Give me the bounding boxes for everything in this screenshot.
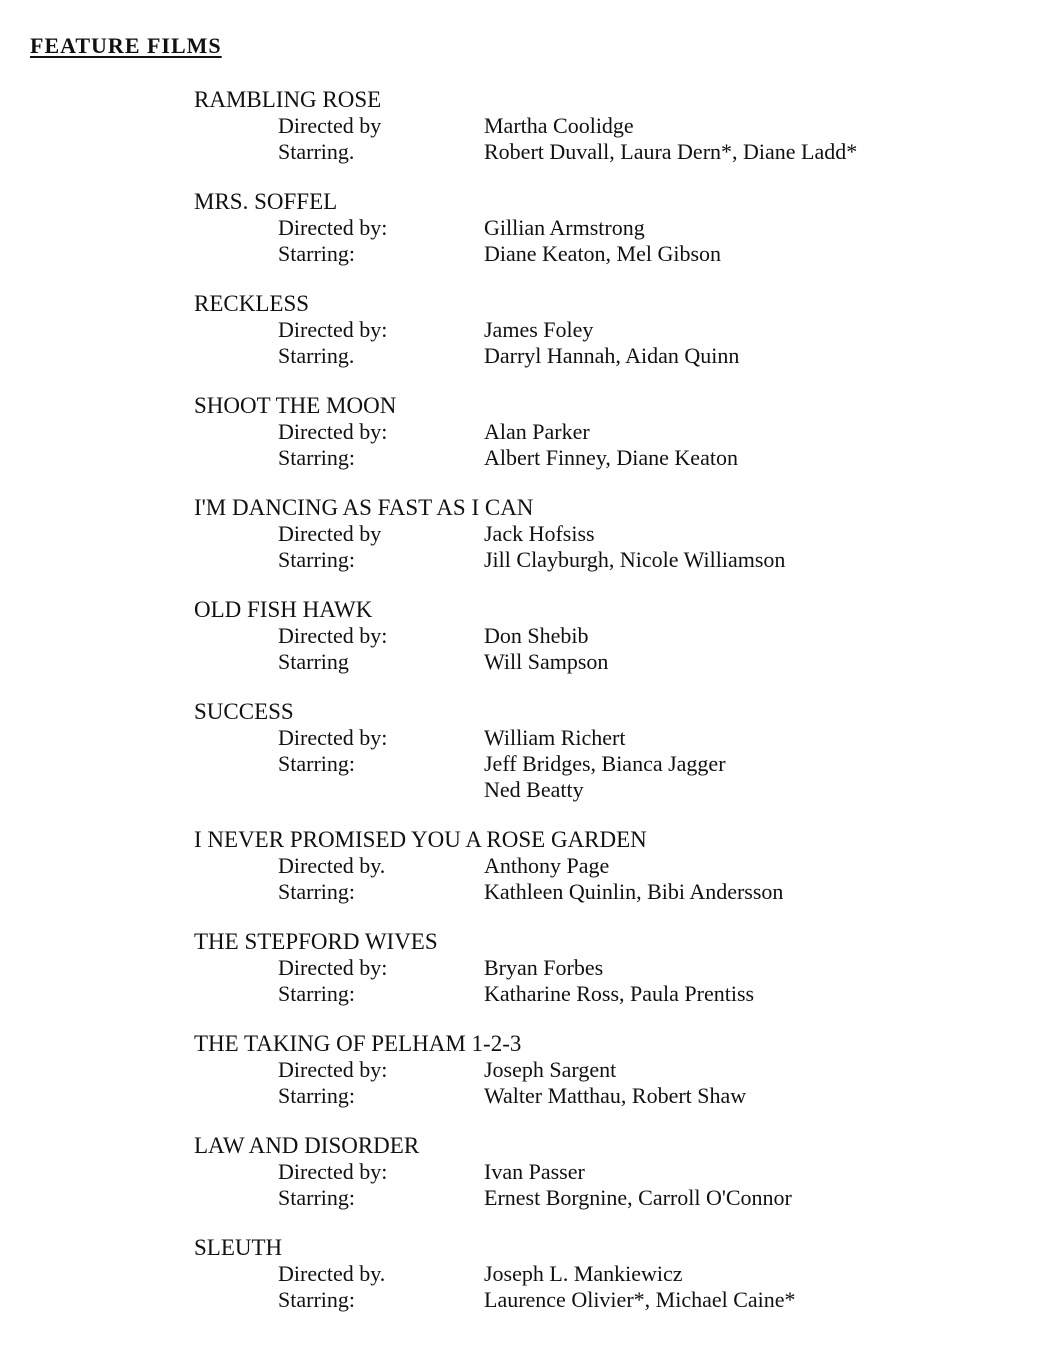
directed-by-label: Directed by. — [278, 1261, 386, 1286]
director-row — [194, 317, 1014, 343]
cast-names: Jill Clayburgh, Nicole Williamson — [484, 547, 786, 572]
film-entry — [194, 826, 1014, 905]
starring-label: Starring: — [278, 445, 355, 470]
film-entry — [194, 1234, 1014, 1313]
starring-row — [194, 139, 1014, 165]
director-row — [194, 853, 1014, 879]
film-entry — [194, 928, 1014, 1007]
starring-row — [194, 241, 1014, 267]
film-title: RECKLESS — [194, 291, 310, 316]
film-entry — [194, 698, 1014, 803]
director-row — [194, 725, 1014, 751]
directed-by-label: Directed by: — [278, 1057, 388, 1082]
director-name: James Foley — [484, 317, 594, 342]
starring-row — [194, 879, 1014, 905]
starring-row — [194, 547, 1014, 573]
cast-names: Jeff Bridges, Bianca Jagger — [484, 751, 726, 776]
starring-row — [194, 981, 1014, 1007]
starring-label: Starring. — [278, 343, 355, 368]
cast-names: Will Sampson — [484, 649, 609, 674]
starring-row — [194, 1287, 1014, 1313]
cast-names: Diane Keaton, Mel Gibson — [484, 241, 722, 266]
film-title: RAMBLING ROSE — [194, 87, 382, 112]
directed-by-label: Directed by: — [278, 955, 388, 980]
director-row — [194, 113, 1014, 139]
starring-label: Starring: — [278, 241, 355, 266]
director-row — [194, 521, 1014, 547]
starring-continuation-row — [194, 777, 1014, 803]
starring-label: Starring. — [278, 139, 355, 164]
director-row — [194, 1159, 1014, 1185]
director-name: William Richert — [484, 725, 626, 750]
cast-names: Ernest Borgnine, Carroll O'Connor — [484, 1185, 792, 1210]
director-name: Alan Parker — [484, 419, 590, 444]
film-title: SLEUTH — [194, 1235, 283, 1260]
directed-by-label: Directed by: — [278, 725, 388, 750]
director-name: Ivan Passer — [484, 1159, 585, 1184]
starring-label: Starring: — [278, 1185, 355, 1210]
film-entry — [194, 290, 1014, 369]
film-title: OLD FISH HAWK — [194, 597, 373, 622]
film-entry — [194, 392, 1014, 471]
cast-names-continued: Ned Beatty — [484, 777, 584, 802]
director-name: Joseph L. Mankiewicz — [484, 1261, 683, 1286]
section-heading: FEATURE FILMS — [30, 33, 222, 58]
directed-by-label: Directed by: — [278, 623, 388, 648]
film-title: SUCCESS — [194, 699, 294, 724]
cast-names: Kathleen Quinlin, Bibi Andersson — [484, 879, 784, 904]
cast-names: Walter Matthau, Robert Shaw — [484, 1083, 747, 1108]
film-entry — [194, 494, 1014, 573]
starring-label: Starring: — [278, 547, 355, 572]
starring-row — [194, 445, 1014, 471]
directed-by-label: Directed by: — [278, 419, 388, 444]
film-entry — [194, 86, 1014, 165]
film-title: THE TAKING OF PELHAM 1-2-3 — [194, 1031, 522, 1056]
film-title: THE STEPFORD WIVES — [194, 929, 438, 954]
director-row — [194, 955, 1014, 981]
starring-row — [194, 1185, 1014, 1211]
directed-by-label: Directed by: — [278, 317, 388, 342]
film-entry — [194, 596, 1014, 675]
starring-row — [194, 751, 1014, 777]
cast-names: Darryl Hannah, Aidan Quinn — [484, 343, 740, 368]
starring-label: Starring: — [278, 879, 355, 904]
film-list — [194, 86, 1014, 1336]
starring-label: Starring: — [278, 751, 355, 776]
director-row — [194, 419, 1014, 445]
cast-names: Robert Duvall, Laura Dern*, Diane Ladd* — [484, 139, 858, 164]
starring-label: Starring: — [278, 1287, 355, 1312]
director-name: Gillian Armstrong — [484, 215, 645, 240]
starring-label: Starring: — [278, 981, 355, 1006]
directed-by-label: Directed by — [278, 521, 382, 546]
director-row — [194, 215, 1014, 241]
directed-by-label: Directed by. — [278, 853, 386, 878]
director-name: Bryan Forbes — [484, 955, 604, 980]
director-row — [194, 623, 1014, 649]
cast-names: Albert Finney, Diane Keaton — [484, 445, 738, 470]
director-row — [194, 1057, 1014, 1083]
director-name: Anthony Page — [484, 853, 610, 878]
film-title: MRS. SOFFEL — [194, 189, 338, 214]
director-name: Jack Hofsiss — [484, 521, 595, 546]
film-title: I'M DANCING AS FAST AS I CAN — [194, 495, 534, 520]
director-row — [194, 1261, 1014, 1287]
starring-row — [194, 343, 1014, 369]
director-name: Martha Coolidge — [484, 113, 634, 138]
director-name: Don Shebib — [484, 623, 589, 648]
directed-by-label: Directed by: — [278, 1159, 388, 1184]
film-title: LAW AND DISORDER — [194, 1133, 420, 1158]
starring-label: Starring — [278, 649, 349, 674]
starring-row — [194, 649, 1014, 675]
film-entry — [194, 188, 1014, 267]
director-name: Joseph Sargent — [484, 1057, 617, 1082]
film-entry — [194, 1030, 1014, 1109]
starring-label: Starring: — [278, 1083, 355, 1108]
directed-by-label: Directed by — [278, 113, 382, 138]
starring-row — [194, 1083, 1014, 1109]
cast-names: Katharine Ross, Paula Prentiss — [484, 981, 755, 1006]
film-title: I NEVER PROMISED YOU A ROSE GARDEN — [194, 827, 647, 852]
film-title: SHOOT THE MOON — [194, 393, 397, 418]
directed-by-label: Directed by: — [278, 215, 388, 240]
cast-names: Laurence Olivier*, Michael Caine* — [484, 1287, 796, 1312]
film-entry — [194, 1132, 1014, 1211]
